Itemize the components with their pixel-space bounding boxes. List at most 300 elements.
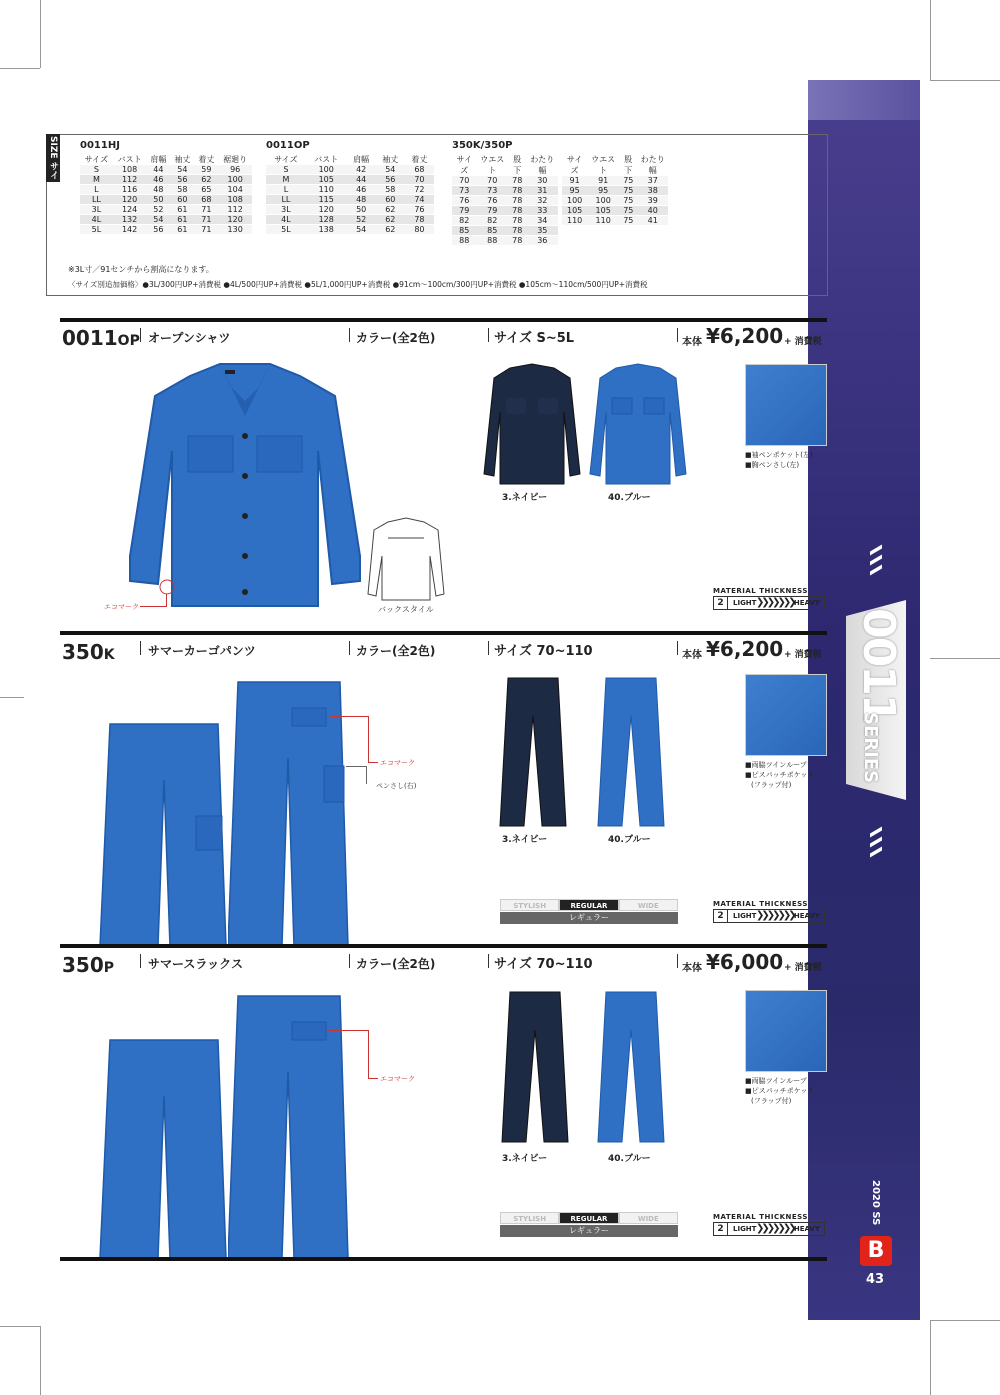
table-row xyxy=(80,215,252,225)
size-cell: 79 xyxy=(477,206,508,216)
divider xyxy=(677,954,678,968)
section-rule xyxy=(60,1257,827,1261)
divider xyxy=(349,328,350,342)
thickness-arrow-icon: ❯❯❯❯❯❯❯ xyxy=(756,910,794,921)
size-cell: 108 xyxy=(218,195,252,205)
size-cell: 120 xyxy=(113,195,147,205)
size-cell: L xyxy=(80,185,113,195)
table-row xyxy=(562,206,668,216)
size-cell: 110 xyxy=(587,216,619,226)
size-cell: 46 xyxy=(347,185,376,195)
thickness-title: MATERIAL THICKNESS xyxy=(713,1213,808,1221)
thickness-value: 2 xyxy=(714,597,728,609)
fit-scale xyxy=(500,1212,678,1224)
size-table-body xyxy=(452,176,558,246)
size-cell: 85 xyxy=(452,226,477,236)
table-row xyxy=(80,205,252,215)
size-header-row xyxy=(452,154,558,176)
size-price-note: 〈サイズ別追加価格〉●3L/300円UP+消費税 ●4L/500円UP+消費税 ●5L/1,000円UP+消費税 ●91cm～100cm/300円UP+消費税 ●105cm～110cm/500円UP+消費税 xyxy=(68,280,648,289)
table-row xyxy=(562,196,668,206)
price: ¥6,200 xyxy=(706,637,784,661)
price: ¥6,200 xyxy=(706,324,784,348)
size-cell: 62 xyxy=(376,225,405,235)
size-cell: L xyxy=(266,185,306,195)
size-cell: 82 xyxy=(477,216,508,226)
size-cell: 3L xyxy=(80,205,113,215)
size-cell: 96 xyxy=(218,165,252,175)
size-header-cell: 着丈 xyxy=(198,155,215,164)
fit-indicator xyxy=(500,899,678,925)
size-cell: 60 xyxy=(376,195,405,205)
table-row xyxy=(266,195,434,205)
size-cell: 75 xyxy=(619,176,638,186)
size-cell: 112 xyxy=(218,205,252,215)
size-cell: 65 xyxy=(194,185,218,195)
eco-mark-circle xyxy=(158,578,176,596)
size-cell: 32 xyxy=(527,196,558,206)
fit-scale xyxy=(500,899,678,911)
code-suffix: P xyxy=(103,960,115,976)
size-cell: 120 xyxy=(306,205,347,215)
size-header-cell: 肩幅 xyxy=(353,155,370,164)
table-row xyxy=(80,185,252,195)
code-main: 0011 xyxy=(62,326,118,350)
size-table-body xyxy=(266,165,434,235)
size-cell: 142 xyxy=(113,225,147,235)
size-cell: 5L xyxy=(80,225,113,235)
thickness-title: MATERIAL THICKNESS xyxy=(713,587,808,595)
size-cell: 61 xyxy=(170,205,194,215)
size-cell: 71 xyxy=(194,215,218,225)
size-header-cell: サイズ xyxy=(566,155,583,175)
detail-photo xyxy=(745,990,827,1072)
crop-mark xyxy=(0,697,24,698)
divider xyxy=(349,954,350,968)
size-cell: 33 xyxy=(527,206,558,216)
crop-mark xyxy=(930,80,1000,81)
size-cell: 5L xyxy=(266,225,306,235)
crop-mark xyxy=(0,1326,40,1327)
price-suffix: + 消費税 xyxy=(784,650,822,660)
size-cell: 71 xyxy=(194,225,218,235)
table-row xyxy=(452,186,558,196)
size-cell: 78 xyxy=(508,216,527,226)
thickness-heavy: HEAVY xyxy=(793,599,820,607)
size-header-cell: サイズ xyxy=(274,155,298,164)
crop-mark xyxy=(40,1326,41,1395)
size-cell: 70 xyxy=(405,175,434,185)
divider xyxy=(677,328,678,342)
fit-indicator xyxy=(500,1212,678,1238)
table-row xyxy=(452,226,558,236)
eco-pointer xyxy=(328,1030,368,1031)
cargo-front-image xyxy=(96,720,236,946)
variant-navy-pants xyxy=(500,990,570,1144)
size-cell: 78 xyxy=(508,236,527,246)
series-number: 0011 xyxy=(853,608,904,723)
size-cell: 75 xyxy=(619,196,638,206)
eco-mark-label: エコマーク xyxy=(104,603,139,611)
product-code xyxy=(62,953,114,977)
series-word: SERIES xyxy=(860,712,881,784)
size-cell: 78 xyxy=(508,206,527,216)
size-cell: 110 xyxy=(562,216,587,226)
size-cell: 58 xyxy=(376,185,405,195)
thickness-heavy: HEAVY xyxy=(793,912,820,920)
product-name: サマーカーゴパンツ xyxy=(148,644,256,658)
size-cell: 38 xyxy=(638,186,668,196)
size-table-0011hj xyxy=(80,154,252,235)
eco-pointer xyxy=(330,716,368,717)
size-cell: 35 xyxy=(527,226,558,236)
size-cell: 56 xyxy=(146,225,170,235)
thickness-heavy: HEAVY xyxy=(793,1225,820,1233)
size-header-cell: バスト xyxy=(314,155,339,164)
size-cell: 105 xyxy=(587,206,619,216)
price-prefix: 本体 xyxy=(682,337,702,348)
divider xyxy=(349,641,350,655)
size-cell: 71 xyxy=(194,205,218,215)
size-header-cell: サイズ xyxy=(84,155,109,164)
size-cell: 34 xyxy=(527,216,558,226)
price: ¥6,000 xyxy=(706,950,784,974)
size-header-cell: 股下 xyxy=(624,155,633,175)
size-cell: 48 xyxy=(146,185,170,195)
size-cell: 54 xyxy=(146,215,170,225)
side-stripe xyxy=(808,80,920,120)
size-cell: 74 xyxy=(405,195,434,205)
size-tag: SIZE サイズ xyxy=(46,134,60,182)
detail-item: (フラップ付) xyxy=(751,1097,792,1105)
table-row xyxy=(452,236,558,246)
table-row xyxy=(80,175,252,185)
size-cell: 132 xyxy=(113,215,147,225)
size-table-title: 0011OP xyxy=(266,140,310,151)
table-row xyxy=(266,215,434,225)
size-cell: 41 xyxy=(638,216,668,226)
variant-navy-label: 3.ネイビー xyxy=(502,493,548,503)
fit-stylish: STYLISH xyxy=(500,1212,559,1224)
table-row xyxy=(452,216,558,226)
variant-blue-label: 40.ブルー xyxy=(608,835,651,845)
color-count: カラー(全2色) xyxy=(356,957,436,971)
size-cell: 78 xyxy=(405,215,434,225)
size-cell: 4L xyxy=(80,215,113,225)
eco-pointer xyxy=(140,606,167,607)
table-row xyxy=(80,225,252,235)
size-header-cell: バスト xyxy=(117,155,142,164)
size-cell: 105 xyxy=(562,206,587,216)
eco-pointer xyxy=(368,762,378,763)
size-cell: 37 xyxy=(638,176,668,186)
size-range: サイズ S~5L xyxy=(494,331,575,346)
back-style-label: バックスタイル xyxy=(378,605,434,614)
eco-pointer xyxy=(368,716,369,762)
table-row xyxy=(80,165,252,175)
divider xyxy=(140,954,141,968)
eco-pointer xyxy=(166,594,167,606)
color-count: カラー(全2色) xyxy=(356,331,436,345)
size-cell: 75 xyxy=(619,216,638,226)
variant-navy-pants xyxy=(498,676,568,828)
size-header-row xyxy=(80,154,252,165)
table-row xyxy=(266,175,434,185)
detail-text xyxy=(745,450,813,470)
slacks-back-image xyxy=(228,992,350,1258)
detail-item: ■胸ペンさし(左) xyxy=(745,461,800,469)
size-cell: 56 xyxy=(376,175,405,185)
divider xyxy=(488,954,489,968)
crop-mark xyxy=(40,0,41,68)
detail-item: (フラップ付) xyxy=(751,781,792,789)
size-header-cell: わたり幅 xyxy=(530,155,555,175)
size-header-cell: わたり幅 xyxy=(640,155,665,175)
variant-navy-label: 3.ネイビー xyxy=(502,1154,548,1164)
size-cell: 4L xyxy=(266,215,306,225)
size-cell: 59 xyxy=(194,165,218,175)
size-cell: 40 xyxy=(638,206,668,216)
size-range: サイズ 70~110 xyxy=(494,644,593,659)
detail-text xyxy=(745,1076,814,1106)
size-cell: 68 xyxy=(405,165,434,175)
size-cell: 46 xyxy=(146,175,170,185)
table-row xyxy=(562,176,668,186)
size-cell: 76 xyxy=(405,205,434,215)
fit-regular: REGULAR xyxy=(559,1212,618,1224)
size-table-head xyxy=(452,154,558,176)
fit-regular: REGULAR xyxy=(559,899,618,911)
size-cell: 78 xyxy=(508,226,527,236)
detail-item: ■両脇ツインループ xyxy=(745,1077,807,1085)
size-header-row xyxy=(562,154,668,176)
detail-item: ■ピスパッチポケット xyxy=(745,771,815,779)
size-cell: 78 xyxy=(508,186,527,196)
size-cell: 88 xyxy=(452,236,477,246)
size-cell: 54 xyxy=(376,165,405,175)
size-cell: 44 xyxy=(146,165,170,175)
size-cell: 50 xyxy=(146,195,170,205)
size-cell: LL xyxy=(266,195,306,205)
size-table-head xyxy=(266,154,434,165)
divider xyxy=(140,641,141,655)
size-cell: 138 xyxy=(306,225,347,235)
size-header-cell: 着丈 xyxy=(411,155,428,164)
product-code xyxy=(62,326,140,350)
size-header-cell: ウエスト xyxy=(591,155,616,175)
size-cell: 91 xyxy=(562,176,587,186)
fit-wide: WIDE xyxy=(619,1212,678,1224)
size-cell: 88 xyxy=(477,236,508,246)
size-header-row xyxy=(266,154,434,165)
size-cell: 61 xyxy=(170,215,194,225)
slacks-front-image xyxy=(96,1036,236,1258)
size-cell: 110 xyxy=(306,185,347,195)
pen-label: ペンさし(右) xyxy=(376,782,417,790)
code-main: 350 xyxy=(62,640,104,664)
table-row xyxy=(266,165,434,175)
price-prefix: 本体 xyxy=(682,650,702,661)
size-cell: 104 xyxy=(218,185,252,195)
divider xyxy=(677,641,678,655)
variant-blue-shirt xyxy=(588,362,688,486)
size-cell: S xyxy=(80,165,113,175)
size-cell: 130 xyxy=(218,225,252,235)
size-table-head xyxy=(562,154,668,176)
size-cell: 62 xyxy=(376,205,405,215)
size-cell: M xyxy=(80,175,113,185)
detail-photo xyxy=(745,364,827,446)
code-suffix: OP xyxy=(117,333,140,349)
detail-text xyxy=(745,760,814,790)
section-rule xyxy=(60,318,827,322)
table-row xyxy=(80,195,252,205)
table-row xyxy=(562,216,668,226)
size-cell: 116 xyxy=(113,185,147,195)
variant-navy-shirt xyxy=(482,362,582,486)
size-cell: 78 xyxy=(508,176,527,186)
thickness-bar xyxy=(713,596,825,610)
thickness-bar xyxy=(713,1222,825,1236)
size-cell: 70 xyxy=(452,176,477,186)
size-cell: 72 xyxy=(405,185,434,195)
season-label: 2020 SS xyxy=(870,1180,881,1226)
product-name: サマースラックス xyxy=(148,957,244,971)
size-cell: 62 xyxy=(376,215,405,225)
table-row xyxy=(266,225,434,235)
crop-mark xyxy=(0,68,40,69)
divider xyxy=(488,328,489,342)
table-row xyxy=(266,185,434,195)
crop-mark xyxy=(930,658,1000,659)
size-cell: 70 xyxy=(477,176,508,186)
crop-mark xyxy=(930,0,931,80)
crop-mark xyxy=(930,1320,931,1395)
variant-blue-pants xyxy=(596,676,666,828)
size-cell: 52 xyxy=(347,215,376,225)
divider xyxy=(488,641,489,655)
eco-pointer xyxy=(368,1078,378,1079)
size-table-350-a xyxy=(452,154,558,246)
size-table-title: 0011HJ xyxy=(80,140,120,151)
eco-pointer xyxy=(368,1030,369,1078)
size-cell: 112 xyxy=(113,175,147,185)
table-row xyxy=(266,205,434,215)
size-cell: 95 xyxy=(587,186,619,196)
size-table-350-b xyxy=(562,154,668,226)
size-cell: 82 xyxy=(452,216,477,226)
variant-navy-label: 3.ネイビー xyxy=(502,835,548,845)
eco-mark-label: エコマーク xyxy=(380,759,415,767)
size-cell: 128 xyxy=(306,215,347,225)
thickness-bar xyxy=(713,909,825,923)
size-table-body xyxy=(80,165,252,235)
size-header-cell: 股下 xyxy=(513,155,522,175)
size-cell: 76 xyxy=(452,196,477,206)
detail-photo xyxy=(745,674,827,756)
thickness-value: 2 xyxy=(714,1223,728,1235)
size-cell: 78 xyxy=(508,196,527,206)
size-cell: M xyxy=(266,175,306,185)
size-header-cell: 裾廻り xyxy=(223,155,248,164)
table-row xyxy=(452,206,558,216)
size-cell: 76 xyxy=(477,196,508,206)
fit-label: レギュラー xyxy=(500,1225,678,1237)
size-cell: 73 xyxy=(452,186,477,196)
thickness-title: MATERIAL THICKNESS xyxy=(713,900,808,908)
detail-item: ■袖ペンポケット(左) xyxy=(745,451,813,459)
size-header-cell: サイズ xyxy=(456,155,472,175)
size-cell: 91 xyxy=(587,176,619,186)
size-cell: 62 xyxy=(194,175,218,185)
variant-blue-label: 40.ブルー xyxy=(608,1154,651,1164)
size-cell: 50 xyxy=(347,205,376,215)
size-header-cell: 袖丈 xyxy=(382,155,399,164)
size-header-cell: ウエスト xyxy=(480,155,505,175)
size-cell: 108 xyxy=(113,165,147,175)
product-name: オープンシャツ xyxy=(148,331,231,345)
thickness-arrow-icon: ❯❯❯❯❯❯❯ xyxy=(756,597,794,608)
pen-pointer xyxy=(366,766,367,784)
size-cell: 85 xyxy=(477,226,508,236)
fit-wide: WIDE xyxy=(619,899,678,911)
thickness-arrow-icon: ❯❯❯❯❯❯❯ xyxy=(756,1223,794,1234)
size-cell: 95 xyxy=(562,186,587,196)
size-cell: 75 xyxy=(619,206,638,216)
size-table-0011op xyxy=(266,154,434,235)
variant-blue-pants xyxy=(596,990,666,1144)
size-cell: 105 xyxy=(306,175,347,185)
size-cell: 75 xyxy=(619,186,638,196)
size-cell: 52 xyxy=(146,205,170,215)
size-cell: 79 xyxy=(452,206,477,216)
product-code xyxy=(62,640,115,664)
size-cell: 73 xyxy=(477,186,508,196)
size-header-cell: 肩幅 xyxy=(150,155,167,164)
size-range: サイズ 70~110 xyxy=(494,957,593,972)
table-row xyxy=(562,186,668,196)
size-table-body xyxy=(562,176,668,226)
size-cell: 54 xyxy=(347,225,376,235)
detail-item: ■両脇ツインループ xyxy=(745,761,807,769)
size-header-cell: 袖丈 xyxy=(174,155,191,164)
table-row xyxy=(452,196,558,206)
size-table-head xyxy=(80,154,252,165)
size-cell: 54 xyxy=(170,165,194,175)
size-cell: 68 xyxy=(194,195,218,205)
fit-label: レギュラー xyxy=(500,912,678,924)
size-table-title: 350K/350P xyxy=(452,140,513,151)
shirt-back-image xyxy=(366,516,446,602)
variant-blue-label: 40.ブルー xyxy=(608,493,651,503)
fit-stylish: STYLISH xyxy=(500,899,559,911)
price-suffix: + 消費税 xyxy=(784,337,822,347)
size-cell: 100 xyxy=(306,165,347,175)
cargo-back-image xyxy=(228,678,350,946)
color-count: カラー(全2色) xyxy=(356,644,436,658)
pen-pointer xyxy=(346,766,366,767)
size-cell: 80 xyxy=(405,225,434,235)
size-cell: 124 xyxy=(113,205,147,215)
size-cell: 60 xyxy=(170,195,194,205)
table-row xyxy=(452,176,558,186)
size-cell: S xyxy=(266,165,306,175)
size-cell: 58 xyxy=(170,185,194,195)
brand-logo: B xyxy=(860,1236,892,1266)
thickness-light: LIGHT xyxy=(733,599,757,607)
price-prefix: 本体 xyxy=(682,963,702,974)
section-rule xyxy=(60,631,827,635)
size-cell: 39 xyxy=(638,196,668,206)
